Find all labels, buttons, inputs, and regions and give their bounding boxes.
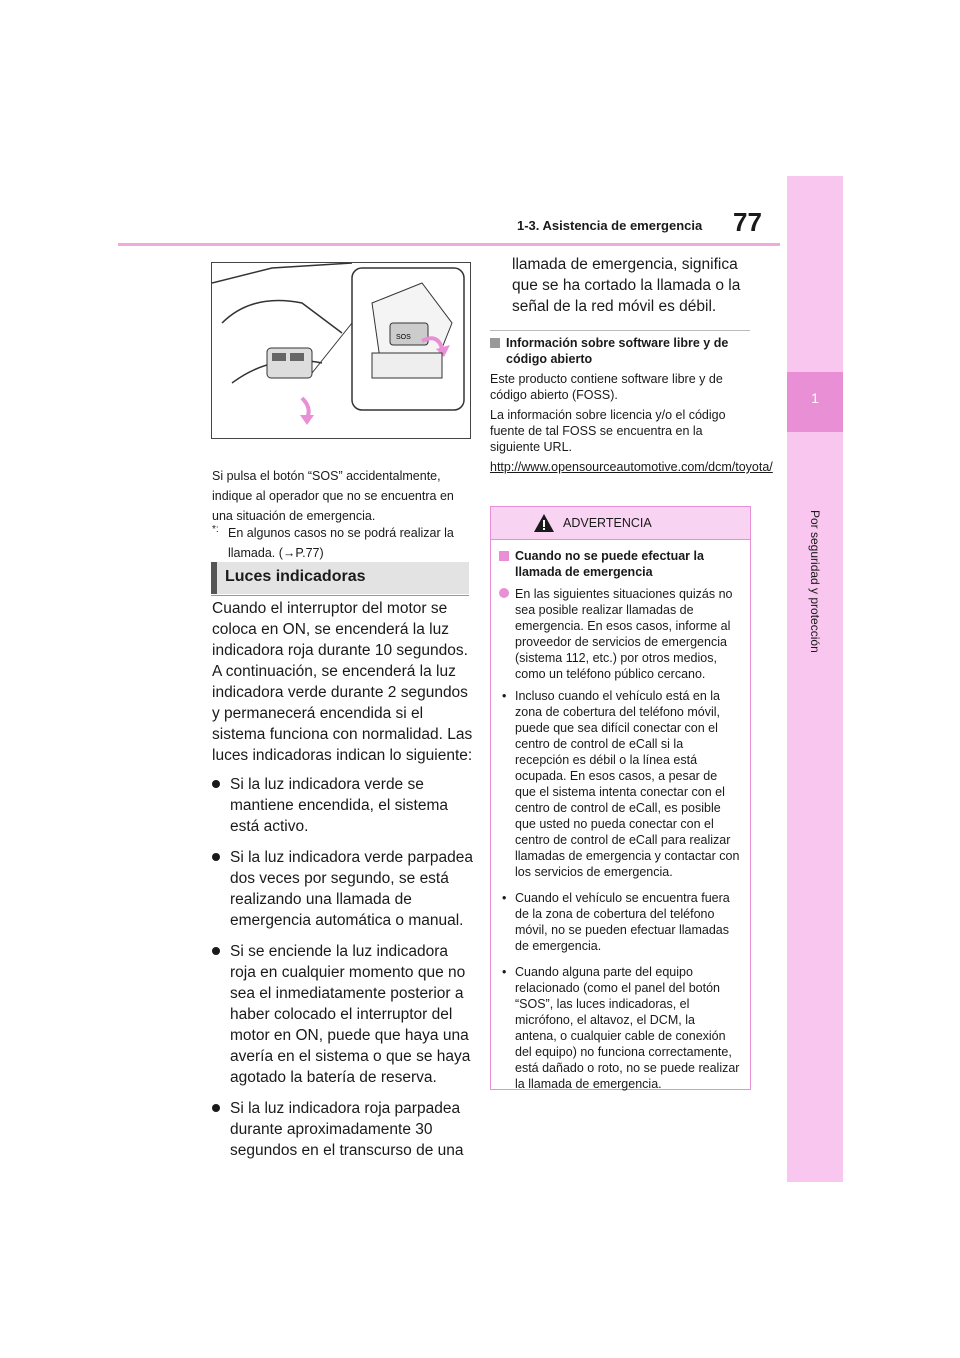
- square-bullet-icon: [490, 338, 500, 348]
- heading-text: Luces indicadoras: [225, 568, 366, 585]
- list-item: Si la luz indicadora verde parpadea dos veces por segundo, se está realizando una llamada de emergencia automática o manual.: [212, 847, 474, 931]
- warning-circle-item: En las siguientes situaciones quizás no sea posible realizar llamadas de emergencia. En esos casos, informe al proveedor de servicios de emergencia (sistema 112, etc.) por otros medios, como un teléfono público cercano.: [499, 586, 740, 682]
- intro-paragraph: Cuando el interruptor del motor se coloca en ON, se encenderá la luz indicadora roja durante 10 segundos. A continuación, se encenderá la luz indicadora verde durante 2 segundos y permanecerá encendida si el sistema funciona con normalidad. Las luces indicadoras indican lo siguiente:: [212, 600, 473, 764]
- list-item: Si la luz indicadora verde se mantiene encendida, el sistema está activo.: [212, 774, 474, 837]
- bullet-dot-icon: [212, 1104, 220, 1112]
- dot-bullet-icon: •: [502, 965, 507, 979]
- continuation-paragraph: llamada de emergencia, significa que se ha cortado la llamada o la señal de la red móvil es débil.: [512, 256, 741, 315]
- dot-bullet-icon: •: [502, 689, 507, 703]
- bullet-dot-icon: [212, 853, 220, 861]
- circle-bullet-icon: [499, 588, 509, 598]
- info-title: Información sobre software libre y de código abierto: [506, 336, 729, 366]
- sos-text: SOS: [396, 334, 411, 341]
- body-text: [212, 598, 474, 1171]
- section-heading: [211, 562, 469, 594]
- warning-subtitle: Cuando no se puede efectuar la llamada de emergencia: [499, 548, 740, 580]
- list-item: • Incluso cuando el vehículo está en la zona de cobertura del teléfono móvil, puede que sea difícil conectar con el centro de control de eCall si la recepción es débil o la línea está ocupada. En esos casos, a pesar de que el sistema intenta conectar con el centro de control de eCall, es posible que usted no pueda conectar con el centro de control de eCall para realizar llamadas de emergencia y contactar con los servicios de emergencia.: [502, 689, 740, 879]
- continuation-text: [512, 254, 752, 317]
- list-item: • Cuando el vehículo se encuentra fuera de la zona de cobertura del teléfono móvil, no se pueden efectuar llamadas de emergencia.: [502, 891, 730, 953]
- divider: [490, 330, 750, 331]
- info-section: [490, 335, 773, 475]
- info-url-link[interactable]: http://www.opensourceautomotive.com/dcm/toyota/: [490, 460, 773, 474]
- chapter-label: Por seguridad y protección: [808, 510, 822, 653]
- warning-content: [491, 540, 750, 1092]
- list-item: Si se enciende la luz indicadora roja en cualquier momento que no sea el inmediatamente posterior a haber colocado el interruptor del motor en ON, puede que haya una avería en el sistema o que se haya agotado la batería de reserva.: [212, 941, 474, 1088]
- list-item: Si la luz indicadora roja parpadea durante aproximadamente 30 segundos en el transcurso de una: [212, 1098, 474, 1161]
- bullet-dot-icon: [212, 780, 220, 788]
- warning-triangle-icon: [533, 513, 555, 533]
- warning-header: [491, 507, 750, 540]
- square-bullet-icon: [499, 551, 509, 561]
- dot-bullet-icon: •: [502, 891, 507, 905]
- caption-text: Si pulsa el botón “SOS” accidentalmente, indique al operador que no se encuentra en una situación de emergencia.: [212, 469, 454, 523]
- page-number: 77: [733, 207, 762, 237]
- bullet-dot-icon: [212, 947, 220, 955]
- chapter-number: 1: [811, 390, 819, 406]
- warning-box: [490, 506, 751, 1090]
- footnote-text: En algunos casos no se podrá realizar la llamada. (→P.77): [228, 526, 454, 560]
- list-item: • Cuando alguna parte del equipo relacionado (como el panel del botón “SOS”, las luces indicadoras, el micrófono, el altavoz, el DCM, la antena, o cualquier cable de conexión del equipo) no funciona correctamente, está dañado o roto, no se puede realizar la llamada de emergencia.: [502, 965, 740, 1091]
- heading-underline: [211, 595, 469, 596]
- heading-bar: [211, 562, 217, 594]
- header-rule: [118, 243, 780, 246]
- footnote: [212, 523, 472, 563]
- info-paragraph-2: La información sobre licencia y/o el código fuente de tal FOSS se encuentra en la siguiente URL.: [490, 408, 726, 454]
- side-tab: [787, 176, 843, 1182]
- section-title: 1-3. Asistencia de emergencia: [517, 218, 703, 233]
- info-paragraph-1: Este producto contiene software libre y de código abierto (FOSS).: [490, 372, 723, 402]
- warning-title: ADVERTENCIA: [563, 516, 652, 530]
- sos-panel-illustration: [211, 262, 471, 439]
- footnote-mark: *:: [212, 524, 219, 535]
- caption: [212, 466, 474, 526]
